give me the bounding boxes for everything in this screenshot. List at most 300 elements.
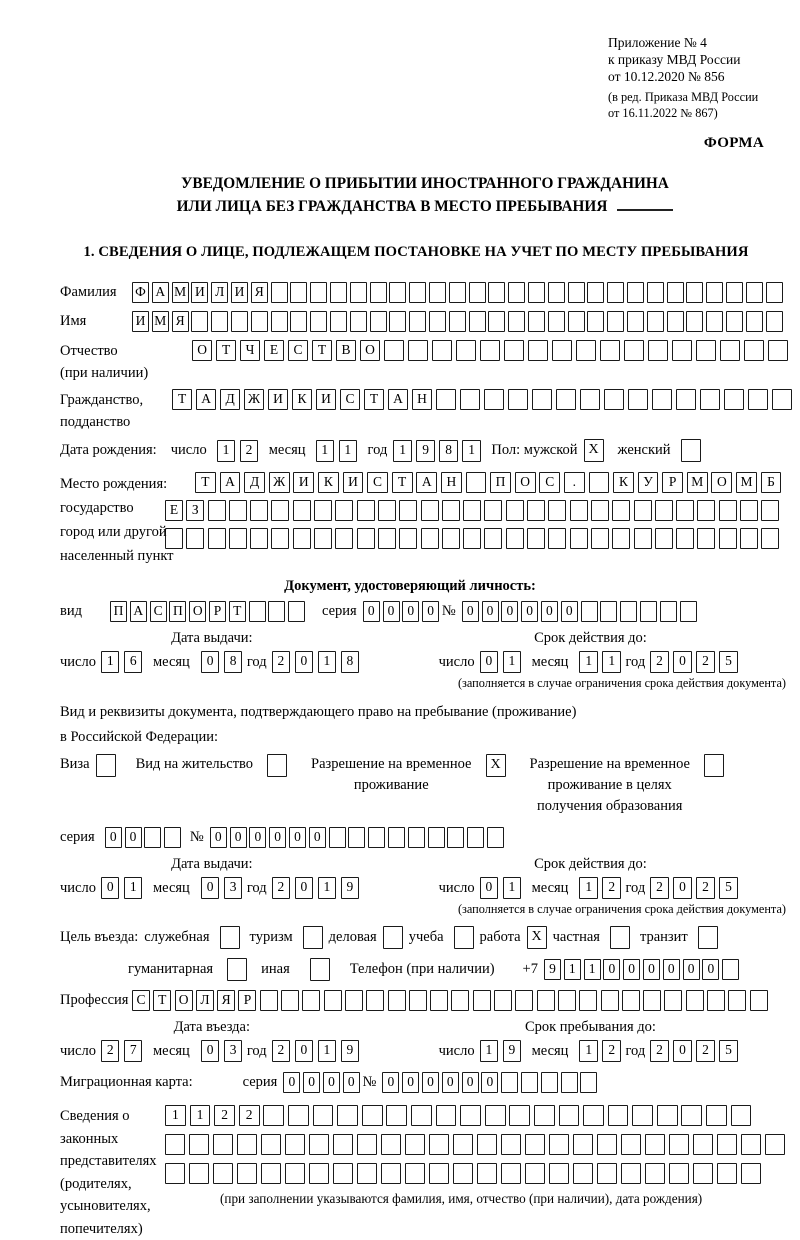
patronymic-cell[interactable] <box>384 340 404 361</box>
entry-year-cell[interactable]: 9 <box>341 1040 360 1062</box>
permit-valid-day-cell[interactable]: 1 <box>503 877 522 899</box>
birth-day-cell[interactable]: 1 <box>217 440 236 462</box>
birthplace-row2-cell[interactable] <box>293 500 311 521</box>
birthplace-row1-cell[interactable]: И <box>293 472 314 493</box>
doc-issue-month-cell[interactable]: 0 <box>201 651 220 673</box>
doc-valid-day-cell[interactable]: 1 <box>503 651 522 673</box>
representatives-row1-cell[interactable]: 1 <box>165 1105 186 1126</box>
representatives-row3-cell[interactable] <box>453 1163 473 1184</box>
birthplace-row2-cell[interactable]: З <box>186 500 204 521</box>
representatives-row2-cell[interactable] <box>549 1134 569 1155</box>
name-cell[interactable] <box>488 311 505 332</box>
stay-day-cell[interactable]: 1 <box>480 1040 499 1062</box>
permit-residence-cell[interactable] <box>267 754 287 777</box>
representatives-row2-cell[interactable] <box>693 1134 713 1155</box>
representatives-row2-cell[interactable] <box>717 1134 737 1155</box>
profession-cell[interactable] <box>643 990 661 1011</box>
birthplace-row3-cell[interactable] <box>186 528 204 549</box>
birthplace-row2-cell[interactable]: Е <box>165 500 183 521</box>
representatives-row2-cell[interactable] <box>237 1134 257 1155</box>
birthplace-row1-cell[interactable]: С <box>367 472 388 493</box>
doc-valid-month-cell[interactable]: 1 <box>602 651 621 673</box>
stay-year-cell[interactable]: 2 <box>696 1040 715 1062</box>
profession-cell[interactable]: Я <box>217 990 235 1011</box>
surname-cell[interactable] <box>488 282 505 303</box>
name-cell[interactable] <box>310 311 327 332</box>
birthplace-row2-cell[interactable] <box>271 500 289 521</box>
citizenship-cell[interactable] <box>532 389 552 410</box>
name-cell[interactable] <box>409 311 426 332</box>
birthplace-row3-cell[interactable] <box>506 528 524 549</box>
patronymic-cell[interactable]: С <box>288 340 308 361</box>
citizenship-cell[interactable]: А <box>196 389 216 410</box>
birthplace-row1-cell[interactable]: Т <box>195 472 216 493</box>
name-cell[interactable] <box>271 311 288 332</box>
name-cell[interactable] <box>627 311 644 332</box>
permit-series-cell[interactable] <box>164 827 181 848</box>
permit-issue-year-cell[interactable]: 0 <box>295 877 314 899</box>
patronymic-cell[interactable]: О <box>360 340 380 361</box>
permit-valid-day-cell[interactable]: 0 <box>480 877 499 899</box>
birthplace-row3-cell[interactable] <box>421 528 439 549</box>
profession-cell[interactable] <box>664 990 682 1011</box>
purpose-business-cell[interactable] <box>383 926 403 949</box>
representatives-row3-cell[interactable] <box>741 1163 761 1184</box>
birthplace-row2-cell[interactable] <box>250 500 268 521</box>
name-cell[interactable] <box>766 311 783 332</box>
representatives-row2-cell[interactable] <box>477 1134 497 1155</box>
representatives-row3-cell[interactable] <box>165 1163 185 1184</box>
birthplace-row3-cell[interactable] <box>357 528 375 549</box>
doc-type-cell[interactable] <box>288 601 305 622</box>
birthplace-row2-cell[interactable] <box>591 500 609 521</box>
surname-cell[interactable] <box>548 282 565 303</box>
representatives-row3-cell[interactable] <box>597 1163 617 1184</box>
birthplace-row3-cell[interactable] <box>271 528 289 549</box>
doc-number-cell[interactable]: 0 <box>501 601 518 622</box>
citizenship-cell[interactable]: Д <box>220 389 240 410</box>
citizenship-cell[interactable] <box>484 389 504 410</box>
doc-issue-day-cell[interactable]: 6 <box>124 651 143 673</box>
birthplace-row2-cell[interactable] <box>548 500 566 521</box>
birthplace-row1-cell[interactable]: А <box>416 472 437 493</box>
phone-cell[interactable] <box>722 959 739 980</box>
patronymic-cell[interactable]: Ч <box>240 340 260 361</box>
birthplace-row3-cell[interactable] <box>293 528 311 549</box>
name-cell[interactable] <box>211 311 228 332</box>
profession-cell[interactable] <box>388 990 406 1011</box>
representatives-row2-cell[interactable] <box>357 1134 377 1155</box>
doc-type-cell[interactable]: П <box>110 601 127 622</box>
representatives-row2-cell[interactable] <box>597 1134 617 1155</box>
entry-day-cell[interactable]: 7 <box>124 1040 143 1062</box>
citizenship-cell[interactable]: К <box>292 389 312 410</box>
doc-number-cell[interactable] <box>680 601 697 622</box>
doc-issue-year-cell[interactable]: 0 <box>295 651 314 673</box>
permit-number-cell[interactable]: 0 <box>269 827 286 848</box>
surname-cell[interactable]: М <box>172 282 189 303</box>
surname-cell[interactable] <box>271 282 288 303</box>
doc-issue-day-cell[interactable]: 1 <box>101 651 120 673</box>
sex-female-cell[interactable] <box>681 439 701 462</box>
surname-cell[interactable]: Я <box>251 282 268 303</box>
name-cell[interactable] <box>231 311 248 332</box>
stay-year-cell[interactable]: 2 <box>650 1040 669 1062</box>
birthplace-row1-cell[interactable]: Д <box>244 472 265 493</box>
representatives-row1-cell[interactable] <box>509 1105 530 1126</box>
representatives-row3-cell[interactable] <box>285 1163 305 1184</box>
patronymic-cell[interactable] <box>528 340 548 361</box>
representatives-row1-cell[interactable] <box>288 1105 309 1126</box>
representatives-row1-cell[interactable] <box>337 1105 358 1126</box>
birth-month-cell[interactable]: 1 <box>339 440 358 462</box>
patronymic-cell[interactable] <box>696 340 716 361</box>
citizenship-cell[interactable]: Т <box>364 389 384 410</box>
profession-cell[interactable] <box>537 990 555 1011</box>
representatives-row3-cell[interactable] <box>261 1163 281 1184</box>
representatives-row3-cell[interactable] <box>477 1163 497 1184</box>
doc-number-cell[interactable]: 0 <box>561 601 578 622</box>
birth-year-cell[interactable]: 9 <box>416 440 435 462</box>
name-cell[interactable] <box>528 311 545 332</box>
citizenship-cell[interactable]: И <box>316 389 336 410</box>
birthplace-row1-cell[interactable]: Б <box>761 472 782 493</box>
doc-number-cell[interactable]: 0 <box>541 601 558 622</box>
migration-number-cell[interactable]: 0 <box>382 1072 399 1093</box>
representatives-row2-cell[interactable] <box>309 1134 329 1155</box>
purpose-other-cell[interactable] <box>310 958 330 981</box>
name-cell[interactable] <box>508 311 525 332</box>
patronymic-cell[interactable] <box>432 340 452 361</box>
name-cell[interactable]: И <box>132 311 149 332</box>
citizenship-cell[interactable] <box>676 389 696 410</box>
birthplace-row2-cell[interactable] <box>229 500 247 521</box>
entry-month-cell[interactable]: 3 <box>224 1040 243 1062</box>
birthplace-row3-cell[interactable] <box>740 528 758 549</box>
migration-number-cell[interactable] <box>580 1072 597 1093</box>
profession-cell[interactable] <box>366 990 384 1011</box>
surname-cell[interactable] <box>409 282 426 303</box>
phone-cell[interactable]: 0 <box>603 959 620 980</box>
patronymic-cell[interactable] <box>744 340 764 361</box>
representatives-row3-cell[interactable] <box>333 1163 353 1184</box>
representatives-row3-cell[interactable] <box>549 1163 569 1184</box>
birth-year-cell[interactable]: 8 <box>439 440 458 462</box>
profession-cell[interactable] <box>409 990 427 1011</box>
doc-valid-month-cell[interactable]: 1 <box>579 651 598 673</box>
representatives-row3-cell[interactable] <box>405 1163 425 1184</box>
surname-cell[interactable] <box>647 282 664 303</box>
surname-cell[interactable] <box>429 282 446 303</box>
surname-cell[interactable]: Л <box>211 282 228 303</box>
profession-cell[interactable] <box>494 990 512 1011</box>
birthplace-row2-cell[interactable] <box>527 500 545 521</box>
permit-valid-month-cell[interactable]: 1 <box>579 877 598 899</box>
surname-cell[interactable]: Ф <box>132 282 149 303</box>
surname-cell[interactable] <box>370 282 387 303</box>
doc-series-cell[interactable]: 0 <box>363 601 380 622</box>
patronymic-cell[interactable] <box>408 340 428 361</box>
doc-valid-day-cell[interactable]: 0 <box>480 651 499 673</box>
representatives-row1-cell[interactable] <box>534 1105 555 1126</box>
representatives-row2-cell[interactable] <box>189 1134 209 1155</box>
birthplace-row3-cell[interactable] <box>634 528 652 549</box>
stay-month-cell[interactable]: 1 <box>579 1040 598 1062</box>
permit-valid-year-cell[interactable]: 0 <box>673 877 692 899</box>
name-cell[interactable] <box>191 311 208 332</box>
profession-cell[interactable] <box>579 990 597 1011</box>
permit-series-cell[interactable]: 0 <box>125 827 142 848</box>
permit-number-cell[interactable] <box>447 827 464 848</box>
patronymic-cell[interactable] <box>648 340 668 361</box>
name-cell[interactable] <box>330 311 347 332</box>
birthplace-row1-cell[interactable]: К <box>613 472 634 493</box>
representatives-row1-cell[interactable]: 2 <box>239 1105 260 1126</box>
surname-cell[interactable]: И <box>191 282 208 303</box>
birthplace-row2-cell[interactable] <box>761 500 779 521</box>
entry-year-cell[interactable]: 2 <box>272 1040 291 1062</box>
citizenship-cell[interactable]: Ж <box>244 389 264 410</box>
permit-number-cell[interactable] <box>348 827 365 848</box>
doc-number-cell[interactable]: 0 <box>482 601 499 622</box>
citizenship-cell[interactable]: Т <box>172 389 192 410</box>
phone-cell[interactable]: 0 <box>643 959 660 980</box>
entry-year-cell[interactable]: 1 <box>318 1040 337 1062</box>
surname-cell[interactable] <box>587 282 604 303</box>
birth-month-cell[interactable]: 1 <box>316 440 335 462</box>
surname-cell[interactable] <box>726 282 743 303</box>
citizenship-cell[interactable] <box>628 389 648 410</box>
migration-number-cell[interactable]: 0 <box>402 1072 419 1093</box>
permit-valid-month-cell[interactable]: 2 <box>602 877 621 899</box>
name-cell[interactable] <box>746 311 763 332</box>
stay-year-cell[interactable]: 5 <box>719 1040 738 1062</box>
birthplace-row3-cell[interactable] <box>761 528 779 549</box>
representatives-row2-cell[interactable] <box>501 1134 521 1155</box>
patronymic-cell[interactable] <box>720 340 740 361</box>
permit-number-cell[interactable] <box>329 827 346 848</box>
doc-issue-year-cell[interactable]: 8 <box>341 651 360 673</box>
patronymic-cell[interactable]: Т <box>216 340 236 361</box>
representatives-row3-cell[interactable] <box>693 1163 713 1184</box>
birthplace-row3-cell[interactable] <box>697 528 715 549</box>
surname-cell[interactable] <box>350 282 367 303</box>
citizenship-cell[interactable] <box>772 389 792 410</box>
representatives-row2-cell[interactable] <box>381 1134 401 1155</box>
doc-valid-year-cell[interactable]: 5 <box>719 651 738 673</box>
patronymic-cell[interactable]: В <box>336 340 356 361</box>
name-cell[interactable] <box>251 311 268 332</box>
surname-cell[interactable] <box>330 282 347 303</box>
birthplace-row3-cell[interactable] <box>676 528 694 549</box>
migration-number-cell[interactable] <box>521 1072 538 1093</box>
representatives-row3-cell[interactable] <box>717 1163 737 1184</box>
birthplace-row1-cell[interactable]: Н <box>441 472 462 493</box>
doc-number-cell[interactable]: 0 <box>521 601 538 622</box>
birthplace-row3-cell[interactable] <box>570 528 588 549</box>
migration-number-cell[interactable] <box>501 1072 518 1093</box>
citizenship-cell[interactable] <box>508 389 528 410</box>
surname-cell[interactable] <box>686 282 703 303</box>
birthplace-row3-cell[interactable] <box>484 528 502 549</box>
permit-edu-cell[interactable] <box>704 754 724 777</box>
migration-number-cell[interactable]: 0 <box>462 1072 479 1093</box>
representatives-row1-cell[interactable] <box>362 1105 383 1126</box>
permit-series-cell[interactable]: 0 <box>105 827 122 848</box>
doc-valid-year-cell[interactable]: 2 <box>650 651 669 673</box>
representatives-row1-cell[interactable] <box>681 1105 702 1126</box>
representatives-row1-cell[interactable] <box>313 1105 334 1126</box>
birthplace-row3-cell[interactable] <box>335 528 353 549</box>
representatives-row3-cell[interactable] <box>501 1163 521 1184</box>
citizenship-cell[interactable]: А <box>388 389 408 410</box>
surname-cell[interactable] <box>607 282 624 303</box>
representatives-row3-cell[interactable] <box>189 1163 209 1184</box>
permit-issue-year-cell[interactable]: 2 <box>272 877 291 899</box>
purpose-tourism-cell[interactable] <box>303 926 323 949</box>
birth-year-cell[interactable]: 1 <box>462 440 481 462</box>
stay-year-cell[interactable]: 0 <box>673 1040 692 1062</box>
permit-valid-year-cell[interactable]: 2 <box>696 877 715 899</box>
representatives-row2-cell[interactable] <box>453 1134 473 1155</box>
phone-cell[interactable]: 1 <box>584 959 601 980</box>
birthplace-row2-cell[interactable] <box>399 500 417 521</box>
representatives-row2-cell[interactable] <box>213 1134 233 1155</box>
surname-cell[interactable]: А <box>152 282 169 303</box>
birthplace-row3-cell[interactable] <box>527 528 545 549</box>
permit-number-cell[interactable]: 0 <box>249 827 266 848</box>
surname-cell[interactable] <box>706 282 723 303</box>
birthplace-row1-cell[interactable]: Ж <box>269 472 290 493</box>
surname-cell[interactable] <box>508 282 525 303</box>
doc-number-cell[interactable] <box>660 601 677 622</box>
migration-series-cell[interactable]: 0 <box>303 1072 320 1093</box>
entry-year-cell[interactable]: 0 <box>295 1040 314 1062</box>
representatives-row2-cell[interactable] <box>621 1134 641 1155</box>
phone-cell[interactable]: 1 <box>564 959 581 980</box>
profession-cell[interactable]: О <box>175 990 193 1011</box>
name-cell[interactable] <box>647 311 664 332</box>
representatives-row1-cell[interactable] <box>559 1105 580 1126</box>
birthplace-row3-cell[interactable] <box>314 528 332 549</box>
permit-number-cell[interactable] <box>368 827 385 848</box>
patronymic-cell[interactable] <box>456 340 476 361</box>
birthplace-row1-cell[interactable]: С <box>539 472 560 493</box>
permit-issue-year-cell[interactable]: 9 <box>341 877 360 899</box>
migration-number-cell[interactable]: 0 <box>442 1072 459 1093</box>
name-cell[interactable] <box>667 311 684 332</box>
representatives-row1-cell[interactable] <box>485 1105 506 1126</box>
representatives-row3-cell[interactable] <box>213 1163 233 1184</box>
patronymic-cell[interactable] <box>480 340 500 361</box>
doc-issue-month-cell[interactable]: 8 <box>224 651 243 673</box>
birthplace-row2-cell[interactable] <box>442 500 460 521</box>
birthplace-row1-cell[interactable]: О <box>515 472 536 493</box>
birthplace-row3-cell[interactable] <box>719 528 737 549</box>
birthplace-row2-cell[interactable] <box>655 500 673 521</box>
doc-number-cell[interactable] <box>600 601 617 622</box>
birthplace-row1-cell[interactable]: Р <box>662 472 683 493</box>
purpose-work-cell[interactable]: X <box>527 926 547 949</box>
name-cell[interactable]: М <box>152 311 169 332</box>
profession-cell[interactable] <box>260 990 278 1011</box>
representatives-row2-cell[interactable] <box>573 1134 593 1155</box>
surname-cell[interactable] <box>667 282 684 303</box>
name-cell[interactable] <box>389 311 406 332</box>
profession-cell[interactable] <box>451 990 469 1011</box>
name-cell[interactable] <box>370 311 387 332</box>
citizenship-cell[interactable] <box>724 389 744 410</box>
birthplace-row3-cell[interactable] <box>378 528 396 549</box>
representatives-row3-cell[interactable] <box>429 1163 449 1184</box>
birthplace-row3-cell[interactable] <box>548 528 566 549</box>
surname-cell[interactable] <box>449 282 466 303</box>
permit-number-cell[interactable] <box>467 827 484 848</box>
doc-series-cell[interactable]: 0 <box>402 601 419 622</box>
birthplace-row1-cell[interactable]: М <box>736 472 757 493</box>
citizenship-cell[interactable] <box>652 389 672 410</box>
permit-number-cell[interactable]: 0 <box>289 827 306 848</box>
permit-number-cell[interactable] <box>428 827 445 848</box>
profession-cell[interactable] <box>601 990 619 1011</box>
birth-year-cell[interactable]: 1 <box>393 440 412 462</box>
permit-issue-month-cell[interactable]: 3 <box>224 877 243 899</box>
surname-cell[interactable] <box>389 282 406 303</box>
birthplace-row2-cell[interactable] <box>570 500 588 521</box>
birthplace-row2-cell[interactable] <box>634 500 652 521</box>
name-cell[interactable] <box>686 311 703 332</box>
migration-series-cell[interactable]: 0 <box>323 1072 340 1093</box>
birthplace-row3-cell[interactable] <box>208 528 226 549</box>
birthplace-row1-cell[interactable]: П <box>490 472 511 493</box>
migration-number-cell[interactable]: 0 <box>481 1072 498 1093</box>
birthplace-row2-cell[interactable] <box>208 500 226 521</box>
doc-type-cell[interactable] <box>268 601 285 622</box>
representatives-row1-cell[interactable] <box>460 1105 481 1126</box>
doc-number-cell[interactable] <box>620 601 637 622</box>
profession-cell[interactable] <box>750 990 768 1011</box>
citizenship-cell[interactable]: И <box>268 389 288 410</box>
profession-cell[interactable] <box>324 990 342 1011</box>
name-cell[interactable] <box>706 311 723 332</box>
birthplace-row2-cell[interactable] <box>463 500 481 521</box>
representatives-row1-cell[interactable] <box>386 1105 407 1126</box>
representatives-row2-cell[interactable] <box>333 1134 353 1155</box>
profession-cell[interactable] <box>728 990 746 1011</box>
representatives-row3-cell[interactable] <box>357 1163 377 1184</box>
doc-number-cell[interactable]: 0 <box>462 601 479 622</box>
profession-cell[interactable] <box>707 990 725 1011</box>
representatives-row1-cell[interactable] <box>731 1105 752 1126</box>
birth-day-cell[interactable]: 2 <box>240 440 259 462</box>
birthplace-row1-cell[interactable]: О <box>711 472 732 493</box>
permit-number-cell[interactable] <box>408 827 425 848</box>
name-cell[interactable] <box>607 311 624 332</box>
birthplace-row2-cell[interactable] <box>378 500 396 521</box>
doc-issue-year-cell[interactable]: 2 <box>272 651 291 673</box>
doc-issue-year-cell[interactable]: 1 <box>318 651 337 673</box>
surname-cell[interactable] <box>746 282 763 303</box>
profession-cell[interactable]: Л <box>196 990 214 1011</box>
migration-number-cell[interactable] <box>541 1072 558 1093</box>
doc-series-cell[interactable]: 0 <box>383 601 400 622</box>
name-cell[interactable]: Я <box>172 311 189 332</box>
birthplace-row2-cell[interactable] <box>612 500 630 521</box>
phone-cell[interactable]: 0 <box>663 959 680 980</box>
patronymic-cell[interactable]: О <box>192 340 212 361</box>
surname-cell[interactable] <box>310 282 327 303</box>
permit-number-cell[interactable]: 0 <box>309 827 326 848</box>
